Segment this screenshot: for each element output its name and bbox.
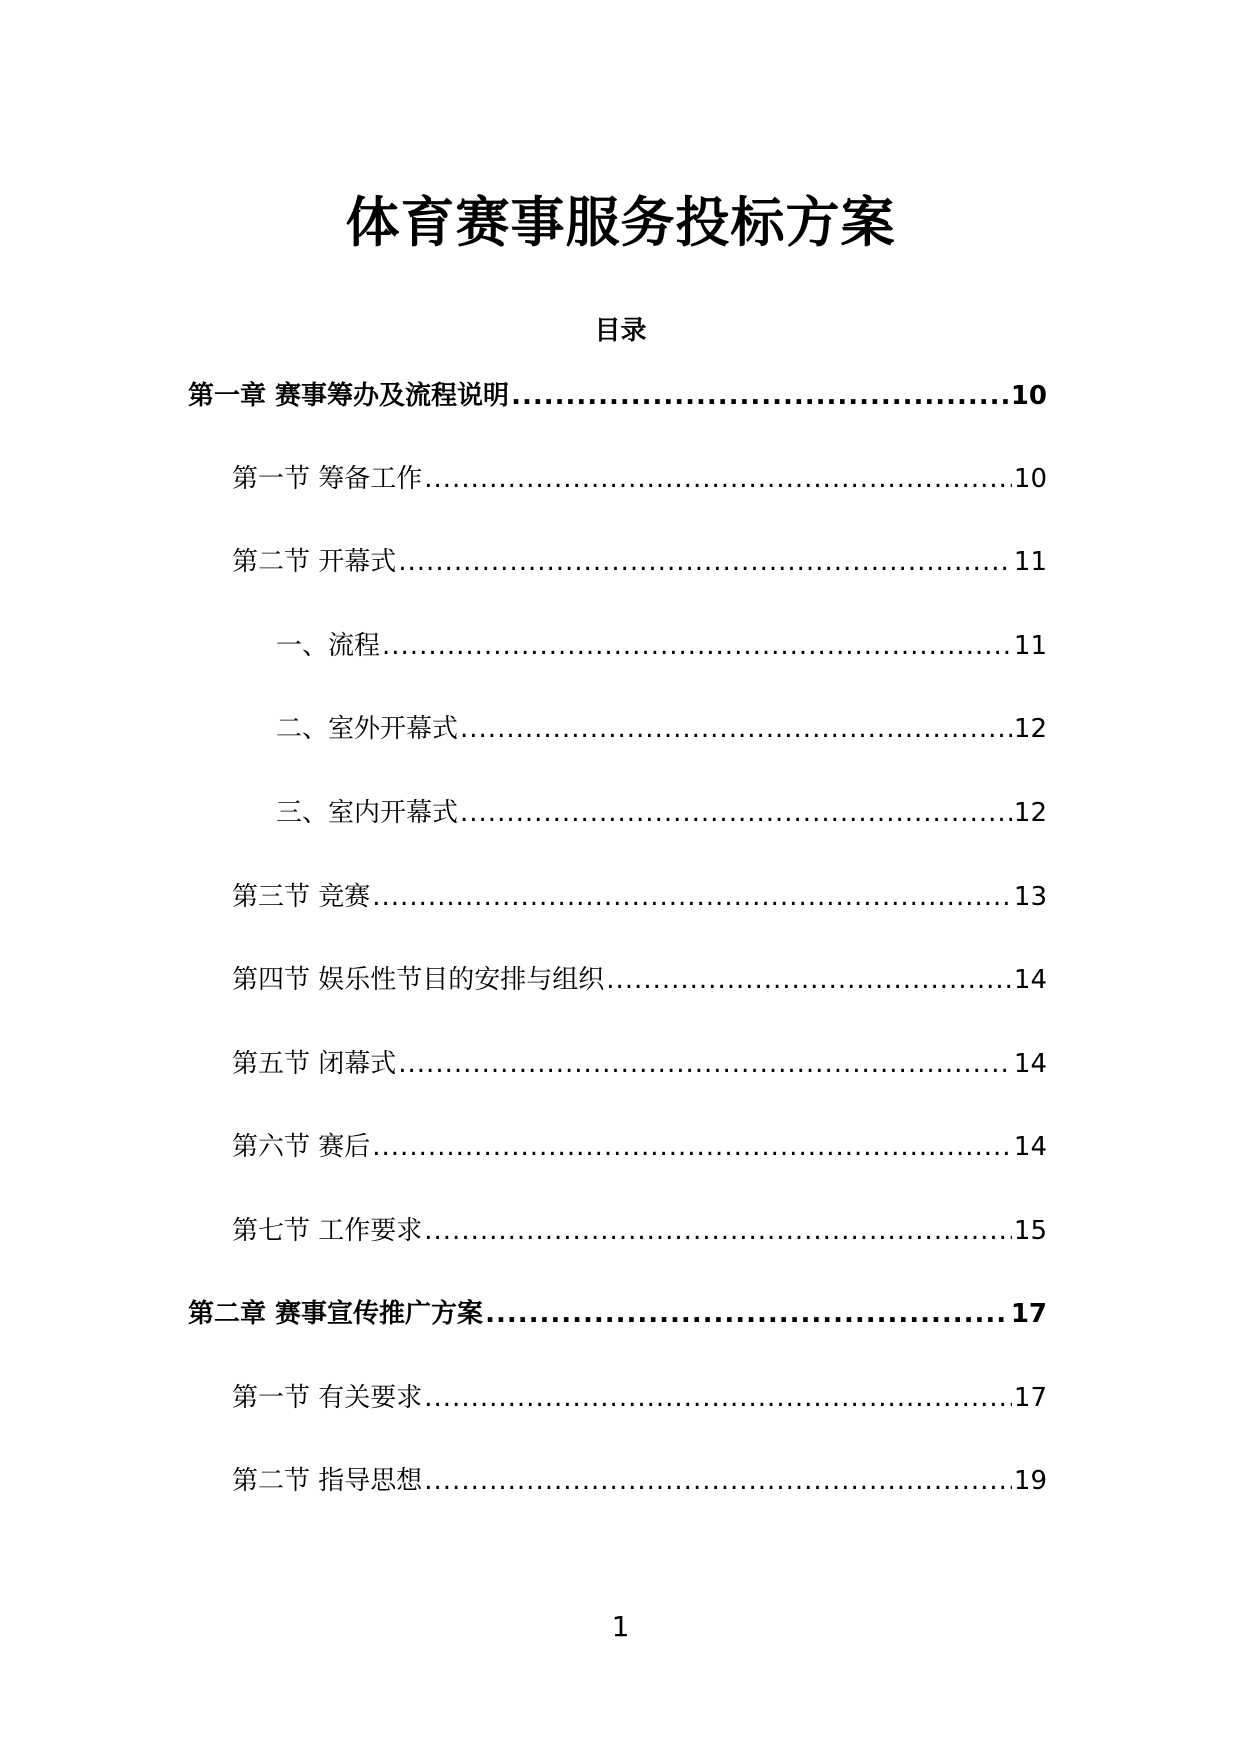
dot-leader xyxy=(372,1132,1012,1162)
toc-entry-page: 11 xyxy=(1013,631,1047,661)
toc-entry-label: 二、室外开幕式 xyxy=(276,714,459,744)
document-title: 体育赛事服务投标方案 xyxy=(345,191,896,254)
toc-entry-page: 15 xyxy=(1013,1216,1047,1246)
toc-entry-section[interactable] xyxy=(232,1210,1047,1247)
toc-entry-label: 第一章 赛事筹办及流程说明 xyxy=(188,381,510,411)
toc-entry-label: 三、室内开幕式 xyxy=(276,798,459,828)
toc-entry-section[interactable] xyxy=(232,959,1047,996)
toc-entry-page: 10 xyxy=(1013,464,1047,494)
dot-leader xyxy=(460,798,1012,828)
toc-entry-page: 11 xyxy=(1013,547,1047,577)
toc-entry-section[interactable] xyxy=(232,458,1047,495)
toc-entry-section[interactable] xyxy=(232,876,1047,913)
toc-entry-label: 一、流程 xyxy=(276,631,381,661)
toc-entry-section[interactable] xyxy=(232,1043,1047,1080)
toc-entry-chapter-1[interactable] xyxy=(188,375,1047,412)
toc-heading: 目录 xyxy=(594,316,647,346)
toc-entry-label: 第二节 指导思想 xyxy=(232,1466,423,1496)
dot-leader xyxy=(424,1383,1012,1413)
toc-entry-label: 第一节 有关要求 xyxy=(232,1383,423,1413)
toc-entry-page: 19 xyxy=(1013,1466,1047,1496)
page-number: 1 xyxy=(611,1610,630,1643)
toc-entry-page: 17 xyxy=(1013,1383,1047,1413)
toc-entry-subsection[interactable] xyxy=(276,625,1047,662)
toc-entry-label: 第六节 赛后 xyxy=(232,1132,371,1162)
toc-entry-page: 10 xyxy=(1010,381,1047,411)
toc-entry-page: 14 xyxy=(1013,1049,1047,1079)
dot-leader xyxy=(424,1216,1012,1246)
toc-entry-subsection[interactable] xyxy=(276,792,1047,829)
dot-leader xyxy=(606,965,1012,995)
dot-leader xyxy=(511,381,1009,411)
toc-entry-page: 13 xyxy=(1013,882,1047,912)
toc-entry-section[interactable] xyxy=(232,1377,1047,1414)
toc-entry-label: 第七节 工作要求 xyxy=(232,1216,423,1246)
dot-leader xyxy=(485,1299,1009,1329)
dot-leader xyxy=(382,631,1012,661)
toc-entry-page: 12 xyxy=(1013,798,1047,828)
toc-entry-page: 14 xyxy=(1013,965,1047,995)
toc-entry-chapter-2[interactable] xyxy=(188,1293,1047,1330)
toc-entry-label: 第五节 闭幕式 xyxy=(232,1049,397,1079)
toc-entry-section[interactable] xyxy=(232,1126,1047,1163)
dot-leader xyxy=(424,1466,1012,1496)
toc-entry-subsection[interactable] xyxy=(276,708,1047,745)
toc-entry-page: 17 xyxy=(1010,1299,1047,1329)
toc-entry-label: 第二章 赛事宣传推广方案 xyxy=(188,1299,484,1329)
dot-leader xyxy=(424,464,1012,494)
dot-leader xyxy=(372,882,1012,912)
toc-entry-label: 第四节 娱乐性节目的安排与组织 xyxy=(232,965,605,995)
toc-entry-page: 14 xyxy=(1013,1132,1047,1162)
dot-leader xyxy=(398,1049,1012,1079)
toc-entry-label: 第一节 筹备工作 xyxy=(232,464,423,494)
dot-leader xyxy=(460,714,1012,744)
toc-entry-label: 第三节 竞赛 xyxy=(232,882,371,912)
toc-entry-section[interactable] xyxy=(232,541,1047,578)
toc-entry-section[interactable] xyxy=(232,1460,1047,1497)
toc-entry-label: 第二节 开幕式 xyxy=(232,547,397,577)
dot-leader xyxy=(398,547,1012,577)
toc-entry-page: 12 xyxy=(1013,714,1047,744)
